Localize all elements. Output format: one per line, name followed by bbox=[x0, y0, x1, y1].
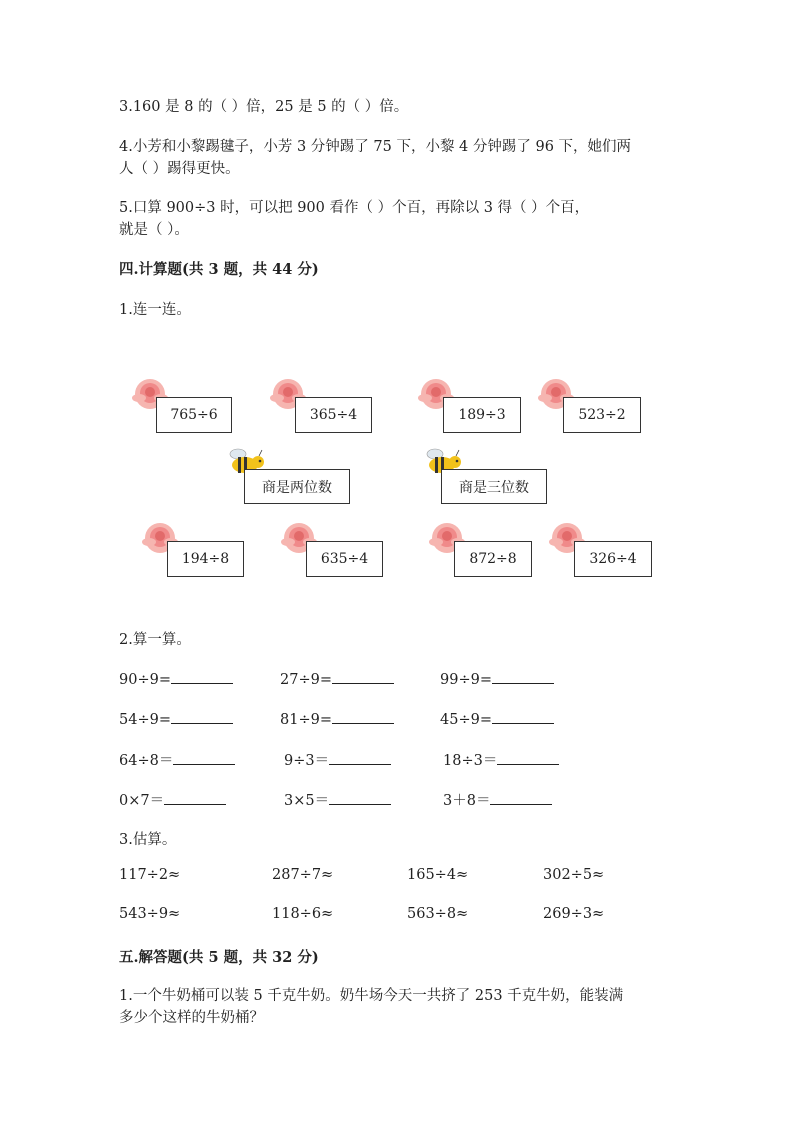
calc-item[interactable]: 81÷9= bbox=[280, 709, 394, 728]
top-box-1[interactable]: 765÷6 bbox=[156, 397, 232, 433]
top-box-3[interactable]: 189÷3 bbox=[443, 397, 521, 433]
calc-item[interactable]: 18÷3＝ bbox=[443, 749, 559, 770]
calc-item[interactable]: 3＋8＝ bbox=[443, 789, 552, 810]
question-3: 3.160 是 8 的（ ）倍，25 是 5 的（ ）倍。 bbox=[119, 99, 409, 115]
estimate-item: 543÷9≈ bbox=[119, 906, 181, 922]
bottom-box-2[interactable]: 635÷4 bbox=[306, 541, 383, 577]
calc-item[interactable]: 27÷9= bbox=[280, 669, 394, 688]
estimate-item: 287÷7≈ bbox=[272, 867, 334, 883]
section-4-title: 四.计算题(共 3 题，共 44 分) bbox=[119, 261, 319, 278]
bottom-box-4[interactable]: 326÷4 bbox=[574, 541, 652, 577]
estimate-item: 118÷6≈ bbox=[272, 906, 334, 922]
calc-item[interactable]: 90÷9= bbox=[119, 669, 233, 688]
section-5-title: 五.解答题(共 5 题，共 32 分) bbox=[119, 949, 319, 966]
estimate-item: 563÷8≈ bbox=[407, 906, 469, 922]
estimate-item: 165÷4≈ bbox=[407, 867, 469, 883]
estimate-item: 302÷5≈ bbox=[543, 867, 605, 883]
question-5: 5.口算 900÷3 时，可以把 900 看作（ ）个百，再除以 3 得（ ）个百， 就是（ ）。 bbox=[119, 200, 590, 238]
calc-item[interactable]: 99÷9= bbox=[440, 669, 554, 688]
word-problem-1: 1.一个牛奶桶可以装 5 千克牛奶。奶牛场今天一共挤了 253 千克牛奶，能装满 多少个这样的牛奶桶？ bbox=[119, 988, 624, 1026]
calc-item[interactable]: 54÷9= bbox=[119, 709, 233, 728]
bottom-box-3[interactable]: 872÷8 bbox=[454, 541, 532, 577]
calc-item[interactable]: 45÷9= bbox=[440, 709, 554, 728]
calc-item[interactable]: 0×7＝ bbox=[119, 789, 226, 810]
calc-item[interactable]: 3×5＝ bbox=[284, 789, 391, 810]
question-4: 4.小芳和小黎踢毽子，小芳 3 分钟踢了 75 下，小黎 4 分钟踢了 96 下，她们两 人（ ）踢得更快。 bbox=[119, 139, 632, 177]
calculate-label: 2.算一算。 bbox=[119, 632, 191, 648]
top-box-4[interactable]: 523÷2 bbox=[563, 397, 641, 433]
matching-label: 1.连一连。 bbox=[119, 302, 191, 318]
calc-item[interactable]: 64÷8＝ bbox=[119, 749, 235, 770]
estimate-label: 3.估算。 bbox=[119, 832, 177, 848]
middle-box-1[interactable]: 商是两位数 bbox=[244, 469, 350, 504]
calc-item[interactable]: 9÷3＝ bbox=[284, 749, 391, 770]
bottom-box-1[interactable]: 194÷8 bbox=[167, 541, 244, 577]
middle-box-2[interactable]: 商是三位数 bbox=[441, 469, 547, 504]
estimate-item: 117÷2≈ bbox=[119, 867, 181, 883]
top-box-2[interactable]: 365÷4 bbox=[295, 397, 372, 433]
estimate-item: 269÷3≈ bbox=[543, 906, 605, 922]
